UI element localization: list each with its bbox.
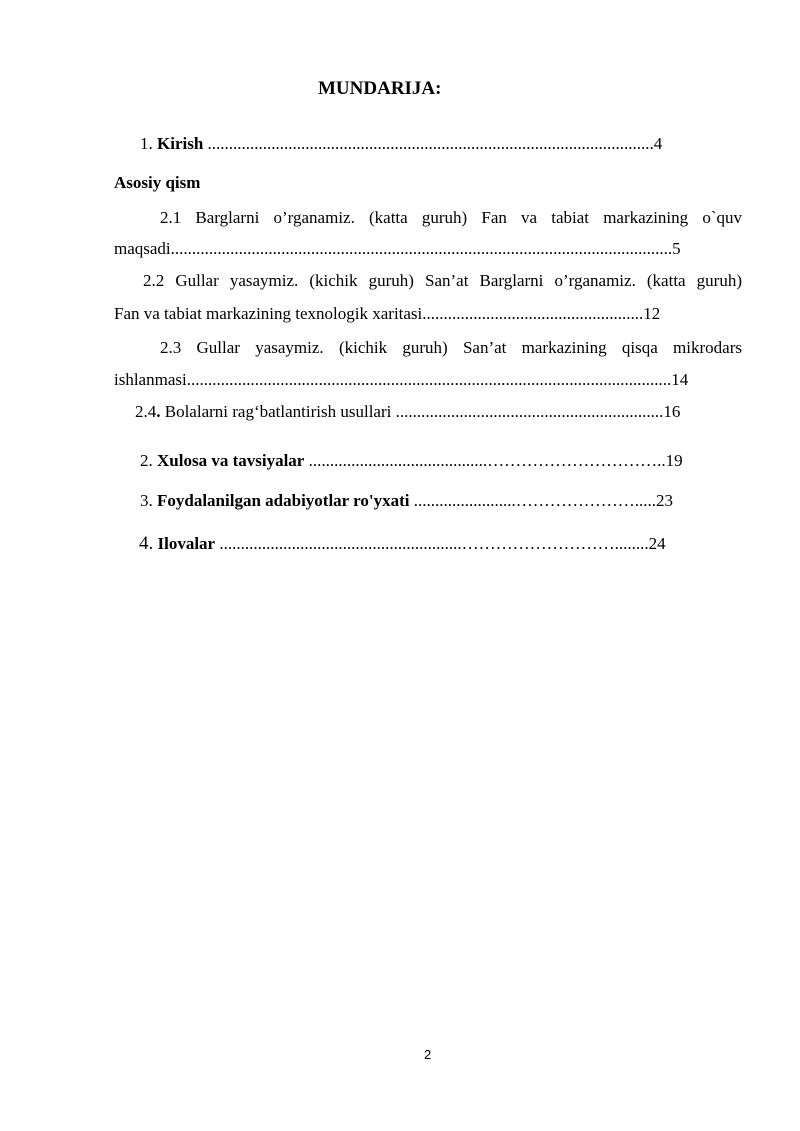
toc-entry-number: 1. <box>140 134 153 153</box>
section-heading-asosiy-qism: Asosiy qism <box>114 173 201 192</box>
toc-page-number: 23 <box>656 491 674 510</box>
toc-entry-2-1-line2: maqsadi......................................................................................................................5 <box>114 239 681 258</box>
toc-entry-number: 3. <box>140 491 153 510</box>
toc-entry-2-1-line1: 2.1 Barglarni o’rganamiz. (katta guruh) Fan va tabiat markazining o`quv <box>160 208 742 227</box>
toc-entry-label: Ilovalar <box>157 534 216 553</box>
toc-entry-foydalanilgan <box>140 491 673 511</box>
toc-entry-number: 2.4 <box>135 402 157 421</box>
toc-page-number: 19 <box>665 451 683 470</box>
toc-page-number: 4 <box>653 134 663 153</box>
toc-entry-2-3-line1: 2.3 Gullar yasaymiz. (kichik guruh) San’at markazining qisqa mikrodars <box>160 338 742 357</box>
toc-page-number: 24 <box>648 534 666 553</box>
toc-dot-leader: ......................................................................................................... <box>203 134 654 153</box>
toc-entry-number: 4. <box>139 533 154 554</box>
toc-entry-2-2-line2: Fan va tabiat markazining texnologik xaritasi....................................................12 <box>114 304 661 323</box>
toc-entry-2-2-line1: 2.2 Gullar yasaymiz. (kichik guruh) San’at Barglarni o’rganamiz. (katta guruh) <box>143 271 742 290</box>
page-title: MUNDARIJA: <box>318 78 442 99</box>
toc-entry-number-dot: . <box>156 402 161 421</box>
toc-entry-kirish <box>140 134 662 154</box>
toc-entry-xulosa <box>140 451 683 471</box>
toc-entry-number: 2. <box>140 451 153 470</box>
toc-entry-2-3-line2: ishlanmasi..................................................................................................................14 <box>114 370 689 389</box>
toc-dot-leader: ........................…………………..... <box>409 491 657 510</box>
toc-entry-label: Foydalanilgan adabiyotlar ro'yxati <box>157 491 410 510</box>
toc-dot-leader: ..........................................………………………….. <box>304 451 666 470</box>
toc-entry-label: Xulosa va tavsiyalar <box>157 451 305 470</box>
toc-entry-label: Kirish <box>157 134 204 153</box>
toc-entry-label: Bolalarni rag‘batlantirish usullari ...............................................................16 <box>160 402 681 421</box>
toc-dot-leader: .........................................................………………………........ <box>215 534 649 553</box>
page-number: 2 <box>424 1047 432 1062</box>
toc-entry-2-4 <box>135 402 680 422</box>
toc-entry-ilovalar <box>139 534 666 554</box>
